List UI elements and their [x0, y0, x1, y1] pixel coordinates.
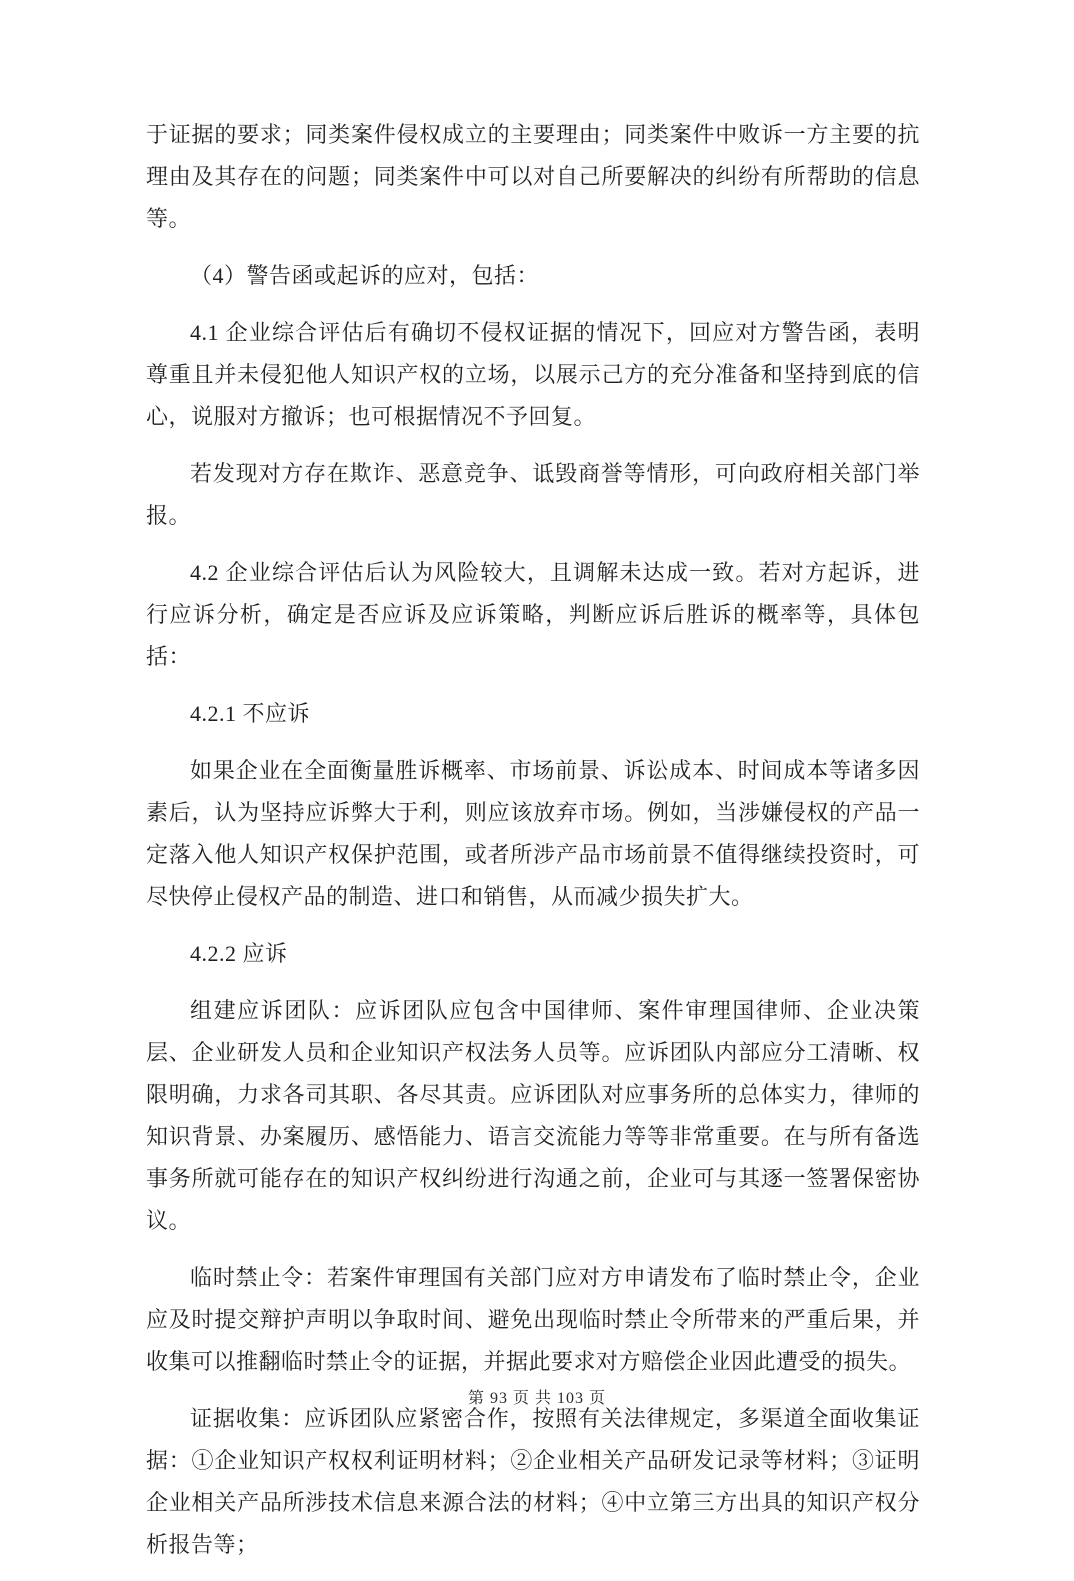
- paragraph-no-response: 如果企业在全面衡量胜诉概率、市场前景、诉讼成本、时间成本等诸多因素后，认为坚持应诉弊大于利，则应该放弃市场。例如，当涉嫌侵权的产品一定落入他人知识产权保护范围，或者所涉产品市场前景不值得继续投资时，可尽快停止侵权产品的制造、进口和销售，从而减少损失扩大。: [146, 758, 920, 909]
- paragraph-4-1: 4.1 企业综合评估后有确切不侵权证据的情况下，回应对方警告函，表明尊重且并未侵犯他人知识产权的立场，以展示己方的充分准备和坚持到底的信心，说服对方撤诉；也可根据情况不予回复。: [146, 320, 920, 429]
- document-body: [146, 114, 920, 1581]
- page-number: 第 93 页 共 103 页: [467, 1390, 606, 1407]
- paragraph-continuation: 于证据的要求；同类案件侵权成立的主要理由；同类案件中败诉一方主要的抗理由及其存在的问题；同类案件中可以对自己所要解决的纠纷有所帮助的信息等。: [146, 122, 920, 231]
- paragraph-injunction: 临时禁止令：若案件审理国有关部门应对方申请发布了临时禁止令，企业应及时提交辩护声明以争取时间、避免出现临时禁止令所带来的严重后果，并收集可以推翻临时禁止令的证据，并据此要求对方赔偿企业因此遭受的损失。: [146, 1265, 920, 1374]
- paragraph-4-2: 4.2 企业综合评估后认为风险较大，且调解未达成一致。若对方起诉，进行应诉分析，确定是否应诉及应诉策略，判断应诉后胜诉的概率等，具体包括：: [146, 560, 920, 669]
- heading-4-2-1: 4.2.1 不应诉: [190, 701, 311, 726]
- list-item-4-heading: （4）警告函或起诉的应对，包括：: [190, 263, 540, 288]
- paragraph-evidence-collection: 证据收集：应诉团队应紧密合作，按照有关法律规定，多渠道全面收集证据：①企业知识产权权利证明材料；②企业相关产品研发记录等材料；③证明企业相关产品所涉技术信息来源合法的材料；④中立第三方出具的知识产权分析报告等；: [146, 1406, 920, 1557]
- paragraph-report-note: 若发现对方存在欺诈、恶意竞争、诋毁商誉等情形，可向政府相关部门举报。: [146, 461, 920, 528]
- paragraph-defense-team: 组建应诉团队：应诉团队应包含中国律师、案件审理国律师、企业决策层、企业研发人员和企业知识产权法务人员等。应诉团队内部应分工清晰、权限明确，力求各司其职、各尽其责。应诉团队对应事务所的总体实力，律师的知识背景、办案履历、感悟能力、语言交流能力等等非常重要。在与所有备选事务所就可能存在的知识产权纠纷进行沟通之前，企业可与其逐一签署保密协议。: [146, 998, 920, 1233]
- heading-4-2-2: 4.2.2 应诉: [190, 941, 288, 966]
